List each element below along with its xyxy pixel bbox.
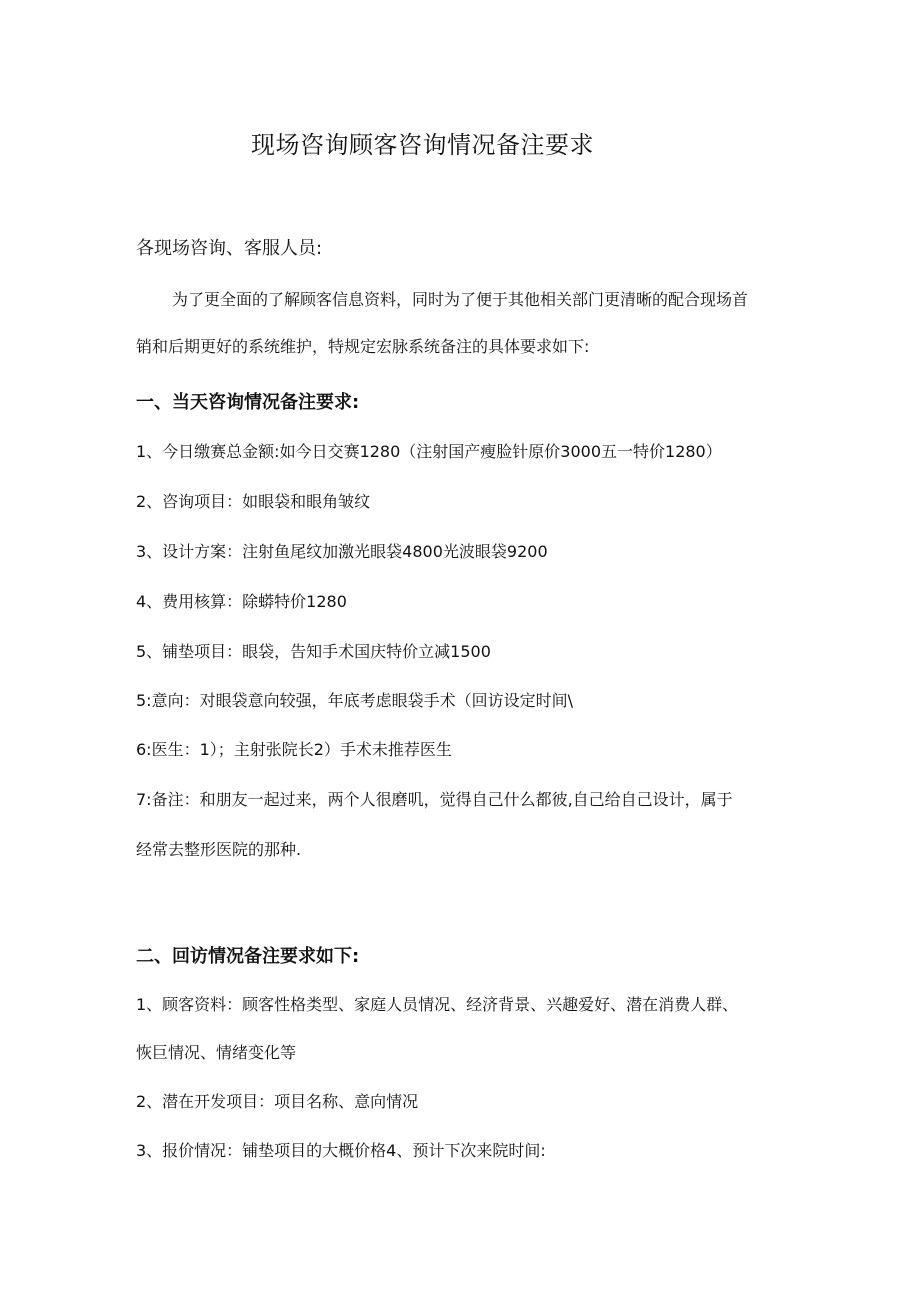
intro-line-1: 为了更全面的了解顾客信息资料，同时为了便于其他相关部门更清晰的配合现场首 [172, 290, 749, 309]
section-2-item-continuation: 恢巨情况、情绪变化等 [136, 1043, 297, 1062]
section-1-heading: 一、当天咨询情况备注要求: [136, 392, 360, 413]
section-2-heading: 二、回访情况备注要求如下: [136, 946, 360, 967]
section-2-item: 2、潜在开发项目：项目名称、意向情况 [136, 1092, 419, 1111]
section-1-item: 5:意向：对眼袋意向较强，年底考虑眼袋手术（回访设定时间\ [136, 691, 573, 710]
section-2-item: 3、报价情况：铺垫项目的大概价格4、预计下次来院时间: [136, 1141, 546, 1160]
intro-line-2: 销和后期更好的系统维护，特规定宏脉系统备注的具体要求如下: [136, 337, 590, 356]
section-1-item: 5、铺垫项目：眼袋，告知手术国庆特价立减1500 [136, 642, 491, 661]
section-1-item: 3、设计方案：注射鱼尾纹加激光眼袋4800光波眼袋9200 [136, 542, 548, 561]
document-title: 现场咨询顾客咨询情况备注要求 [251, 131, 594, 159]
salutation: 各现场咨询、客服人员: [136, 238, 323, 259]
section-1-item-continuation: 经常去整形医院的那种. [136, 840, 302, 859]
section-1-item: 7:备注：和朋友一起过来，两个人很磨叽，觉得自己什么都彼,自己给自己设计，属于 [136, 790, 733, 809]
section-1-item: 1、今日缴赛总金额:如今日交赛1280（注射国产瘦脸针原价3000五一特价1280） [136, 442, 722, 461]
section-1-item: 2、咨询项目：如眼袋和眼角皱纹 [136, 492, 371, 511]
section-1-item: 4、费用核算：除蟒特价1280 [136, 592, 347, 611]
section-2-item: 1、顾客资料：顾客性格类型、家庭人员情况、经济背景、兴趣爱好、潜在消费人群、 [136, 995, 739, 1014]
section-1-item: 6:医生：1）；主射张院长2）手术未推荐医生 [136, 740, 452, 759]
